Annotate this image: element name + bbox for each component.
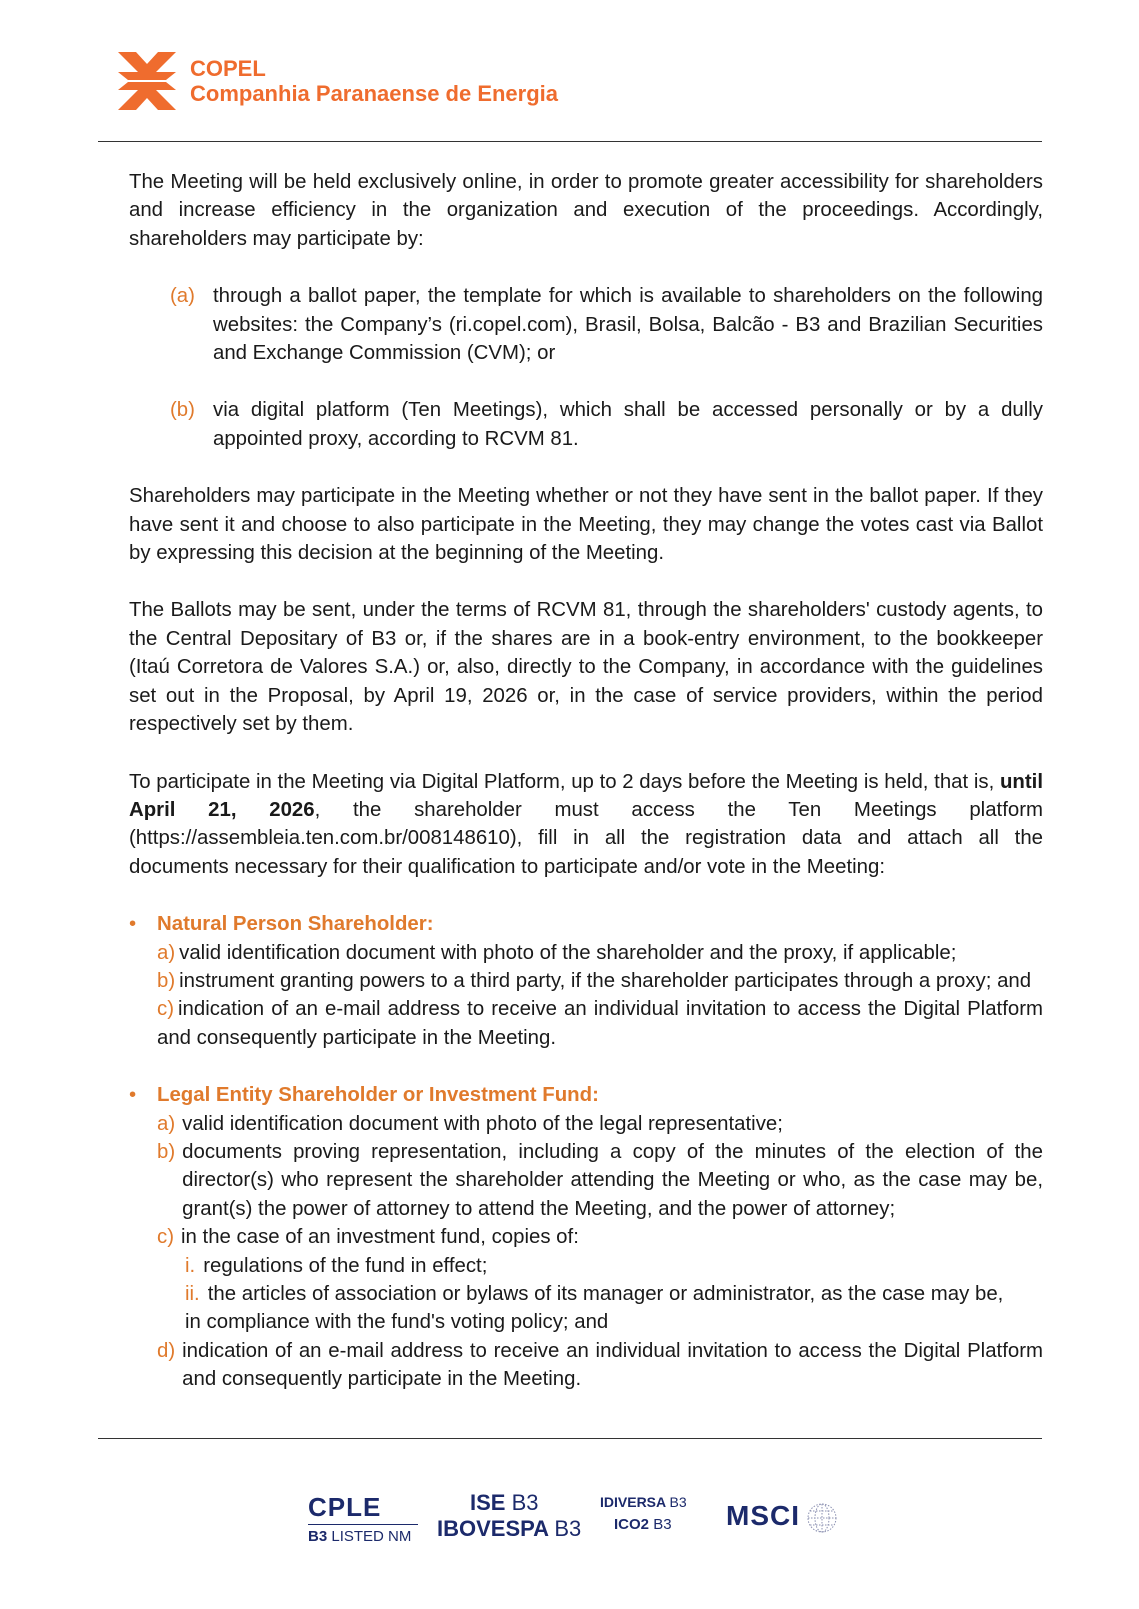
list-item xyxy=(157,1138,1043,1223)
item-label: a) xyxy=(157,941,176,964)
list-item xyxy=(157,995,1043,1052)
ballots-paragraph: The Ballots may be sent, under the terms of RCVM 81, through the shareholders' custody agents, to the Central Depositary of B3 or, if the shares are in a book-entry environment, to the bookkeeper (Itaú Corretora de Valores S.A.) or, also, directly to the Company, in accordance with the guidelines set out in the Proposal, by April 19, 2026 or, in the case of service providers, within the period respectively set by them. xyxy=(129,599,1043,736)
ibov-label: IBOVESPA xyxy=(437,1516,549,1541)
item-text: documents proving representation, including a copy of the minutes of the election of the director(s) who represent the shareholder attending the Meeting or who, as the case may be, grant(s) the power of attorney to attend the Meeting, and the power of attorney; xyxy=(182,1140,1043,1220)
intro-paragraph: The Meeting will be held exclusively online, in order to promote greater accessibility for shareholders and increase efficiency in the organization and execution of the proceedings. Accordingly, shareholders may participate by: xyxy=(129,171,1043,250)
digital-text-end: , the shareholder must access the Ten Meetings platform (https://assembleia.ten.com.br/008148610), fill in all the registration data and attach all the documents necessary for their qualification to participate and/or vote in the Meeting: xyxy=(129,798,1043,878)
list-item xyxy=(157,1337,1043,1394)
list-item xyxy=(157,967,1043,995)
list-item xyxy=(157,1110,1043,1138)
fund-item xyxy=(185,1280,1043,1308)
option-b xyxy=(170,396,1043,453)
ibovespa-b3-logo xyxy=(437,1516,581,1542)
fund-item-continuation: in compliance with the fund's voting policy; and xyxy=(185,1311,609,1334)
ico2-b3: B3 xyxy=(653,1516,672,1533)
digital-platform-paragraph xyxy=(129,768,1043,882)
legal-entity-heading xyxy=(129,1081,1043,1109)
bullet-icon: • xyxy=(129,1084,137,1107)
idiversa-b3: B3 xyxy=(669,1494,687,1510)
ise-b3: B3 xyxy=(511,1490,539,1515)
participation-paragraph: Shareholders may participate in the Meeting whether or not they have sent in the ballot paper. If they have sent it and choose to also participate in the Meeting, they may change the votes cast via Ballot by expressing this decision at the beginning of the Meeting. xyxy=(129,485,1043,565)
ico2-label: ICO2 xyxy=(614,1516,650,1533)
item-label: b) xyxy=(157,969,176,992)
item-text: in the case of an investment fund, copies of: xyxy=(181,1226,579,1249)
option-label: (b) xyxy=(170,399,195,422)
option-text: through a ballot paper, the template for which is available to shareholders on the following websites: the Company’s (ri.copel.com), Brasil, Bolsa, Balcão - B3 and Brazilian Securities and Exchange Commission (CVM); or xyxy=(213,285,1043,365)
item-label: b) xyxy=(157,1140,176,1163)
deadline-date: until April 21, 2026 xyxy=(129,770,1043,821)
ise-label: ISE xyxy=(470,1490,506,1515)
company-full-name: Companhia Paranaense de Energia xyxy=(190,81,559,106)
cple-underline xyxy=(308,1524,418,1525)
section-title: Legal Entity Shareholder or Investment Fund: xyxy=(157,1084,599,1107)
ico2-b3-logo xyxy=(614,1516,672,1533)
option-a xyxy=(170,282,1043,367)
option-label: (a) xyxy=(170,285,195,308)
item-label: ii. xyxy=(185,1283,200,1305)
fund-item xyxy=(185,1252,1043,1280)
copel-logo-icon xyxy=(116,50,178,112)
item-label: i. xyxy=(185,1254,196,1277)
b3-listed-nm-logo xyxy=(308,1528,411,1545)
ibov-b3: B3 xyxy=(554,1516,582,1541)
index-logos xyxy=(0,1488,1139,1558)
item-label: c) xyxy=(157,1226,174,1249)
item-text: instrument granting powers to a third party, if the shareholder participates through a proxy; and xyxy=(179,969,1032,992)
item-label: a) xyxy=(157,1112,176,1135)
item-text: indication of an e-mail address to receive an individual invitation to access the Digital Platform and consequently participate in the Meeting. xyxy=(182,1339,1043,1391)
letterhead xyxy=(116,50,558,112)
cple-logo: CPLE xyxy=(308,1492,382,1522)
item-text: valid identification document with photo of the shareholder and the proxy, if applicable; xyxy=(179,941,957,964)
idiversa-b3-logo xyxy=(600,1494,687,1510)
msci-logo: MSCI xyxy=(726,1500,800,1531)
globe-icon xyxy=(806,1502,838,1534)
list-item xyxy=(157,1223,1043,1251)
listed-rest: LISTED NM xyxy=(327,1528,412,1545)
section-title: Natural Person Shareholder: xyxy=(157,913,434,936)
item-text: valid identification document with photo of the legal representative; xyxy=(182,1112,783,1135)
listed-b3: B3 xyxy=(308,1528,328,1545)
digital-text-start: To participate in the Meeting via Digital Platform, up to 2 days before the Meeting is held, that is, xyxy=(129,770,995,793)
item-label: c) xyxy=(157,998,174,1021)
company-short-name: COPEL xyxy=(190,56,266,81)
item-text: the articles of association or bylaws of its manager or administrator, as the case may be, xyxy=(207,1283,1004,1305)
list-item xyxy=(157,939,1043,967)
item-label: d) xyxy=(157,1339,176,1362)
document-body xyxy=(129,168,1043,1394)
item-text: regulations of the fund in effect; xyxy=(203,1254,488,1277)
idiversa-label: IDIVERSA xyxy=(600,1494,666,1510)
ise-b3-logo xyxy=(470,1490,539,1516)
footer-divider xyxy=(98,1438,1042,1439)
header-divider xyxy=(98,141,1042,142)
item-text: indication of an e-mail address to receive an individual invitation to access the Digital Platform and consequently participate in the Meeting. xyxy=(157,998,1043,1049)
natural-person-heading xyxy=(129,910,1043,938)
option-text: via digital platform (Ten Meetings), which shall be accessed personally or by a dully appointed proxy, according to RCVM 81. xyxy=(213,399,1043,450)
bullet-icon: • xyxy=(129,913,137,936)
